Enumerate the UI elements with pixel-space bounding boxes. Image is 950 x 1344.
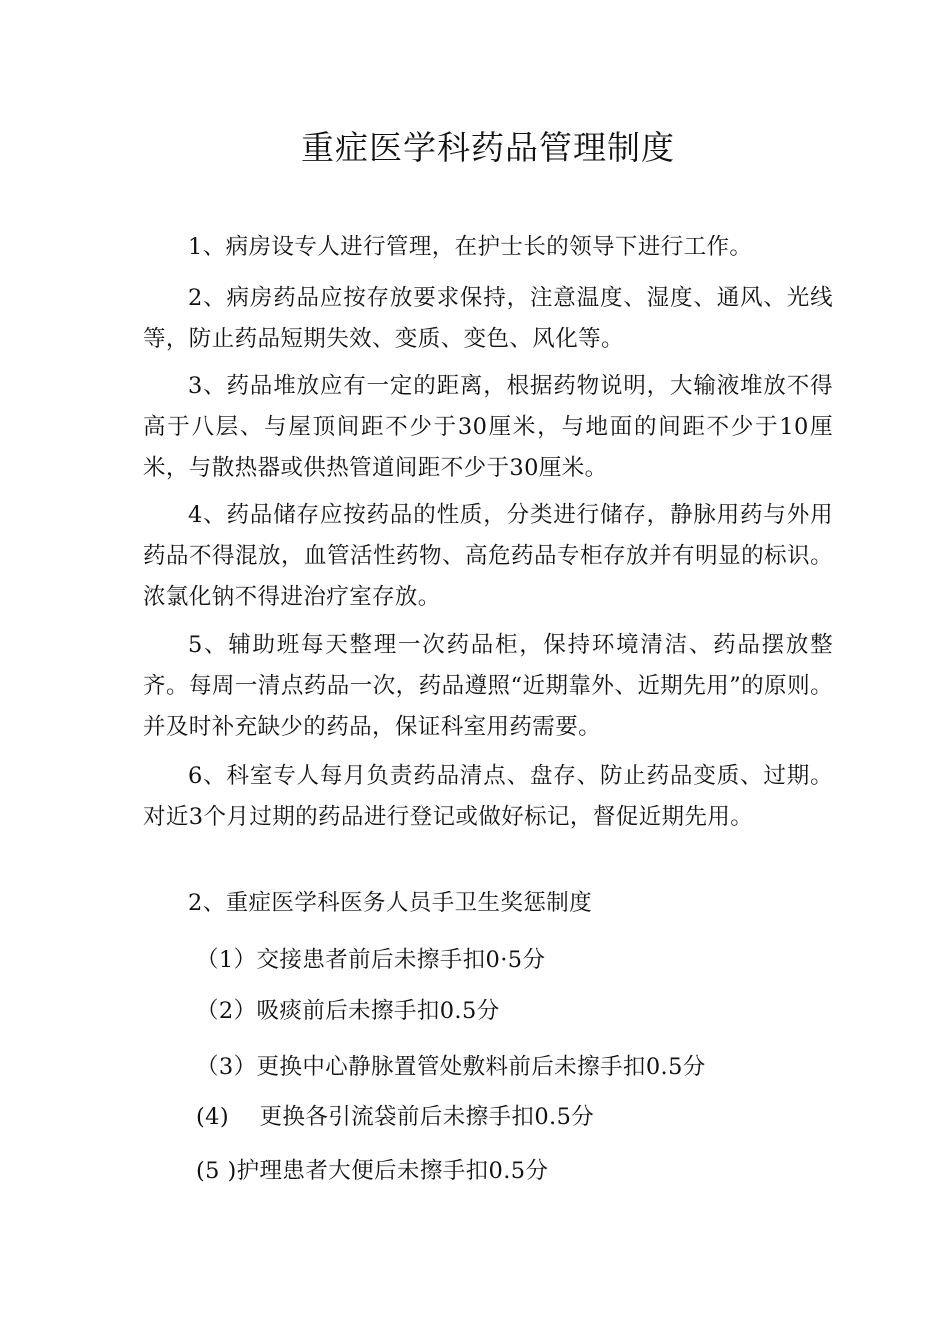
list-item-1: （1）交接患者前后未擦手扣0·5分 bbox=[196, 947, 546, 973]
section-heading-hand-hygiene: 2、重症医学科医务人员手卫生奖惩制度 bbox=[188, 890, 593, 916]
paragraph-1: 1、病房设专人进行管理，在护士长的领导下进行工作。 bbox=[188, 234, 753, 260]
list-item-5: (5 )护理患者大便后未擦手扣0.5分 bbox=[196, 1158, 549, 1184]
list-item-4: (4) 更换各引流袋前后未擦手扣0.5分 bbox=[196, 1104, 595, 1130]
document-title: 重症医学科药品管理制度 bbox=[301, 128, 675, 168]
list-item-3: （3）更换中心静脉置管处敷料前后未擦手扣0.5分 bbox=[196, 1054, 706, 1080]
paragraph-4: 4、药品储存应按药品的性质，分类进行储存，静脉用药与外用药品不得混放，血管活性药物、高危药品专柜存放并有明显的标识。浓氯化钠不得进治疗室存放。 bbox=[143, 502, 833, 610]
paragraph-3: 3、药品堆放应有一定的距离，根据药物说明，大输液堆放不得高于八层、与屋顶间距不少于30厘米，与地面的间距不少于10厘米，与散热器或供热管道间距不少于30厘米。 bbox=[143, 373, 833, 481]
list-item-2: （2）吸痰前后未擦手扣0.5分 bbox=[196, 998, 500, 1024]
paragraph-6: 6、科室专人每月负责药品清点、盘存、防止药品变质、过期。对近3个月过期的药品进行登记或做好标记，督促近期先用。 bbox=[143, 763, 833, 830]
paragraph-5: 5、辅助班每天整理一次药品柜，保持环境清洁、药品摆放整齐。每周一清点药品一次，药品遵照“近期靠外、近期先用”的原则。并及时补充缺少的药品，保证科室用药需要。 bbox=[143, 632, 833, 740]
paragraph-2: 2、病房药品应按存放要求保持，注意温度、湿度、通风、光线等，防止药品短期失效、变质、变色、风化等。 bbox=[143, 285, 833, 352]
